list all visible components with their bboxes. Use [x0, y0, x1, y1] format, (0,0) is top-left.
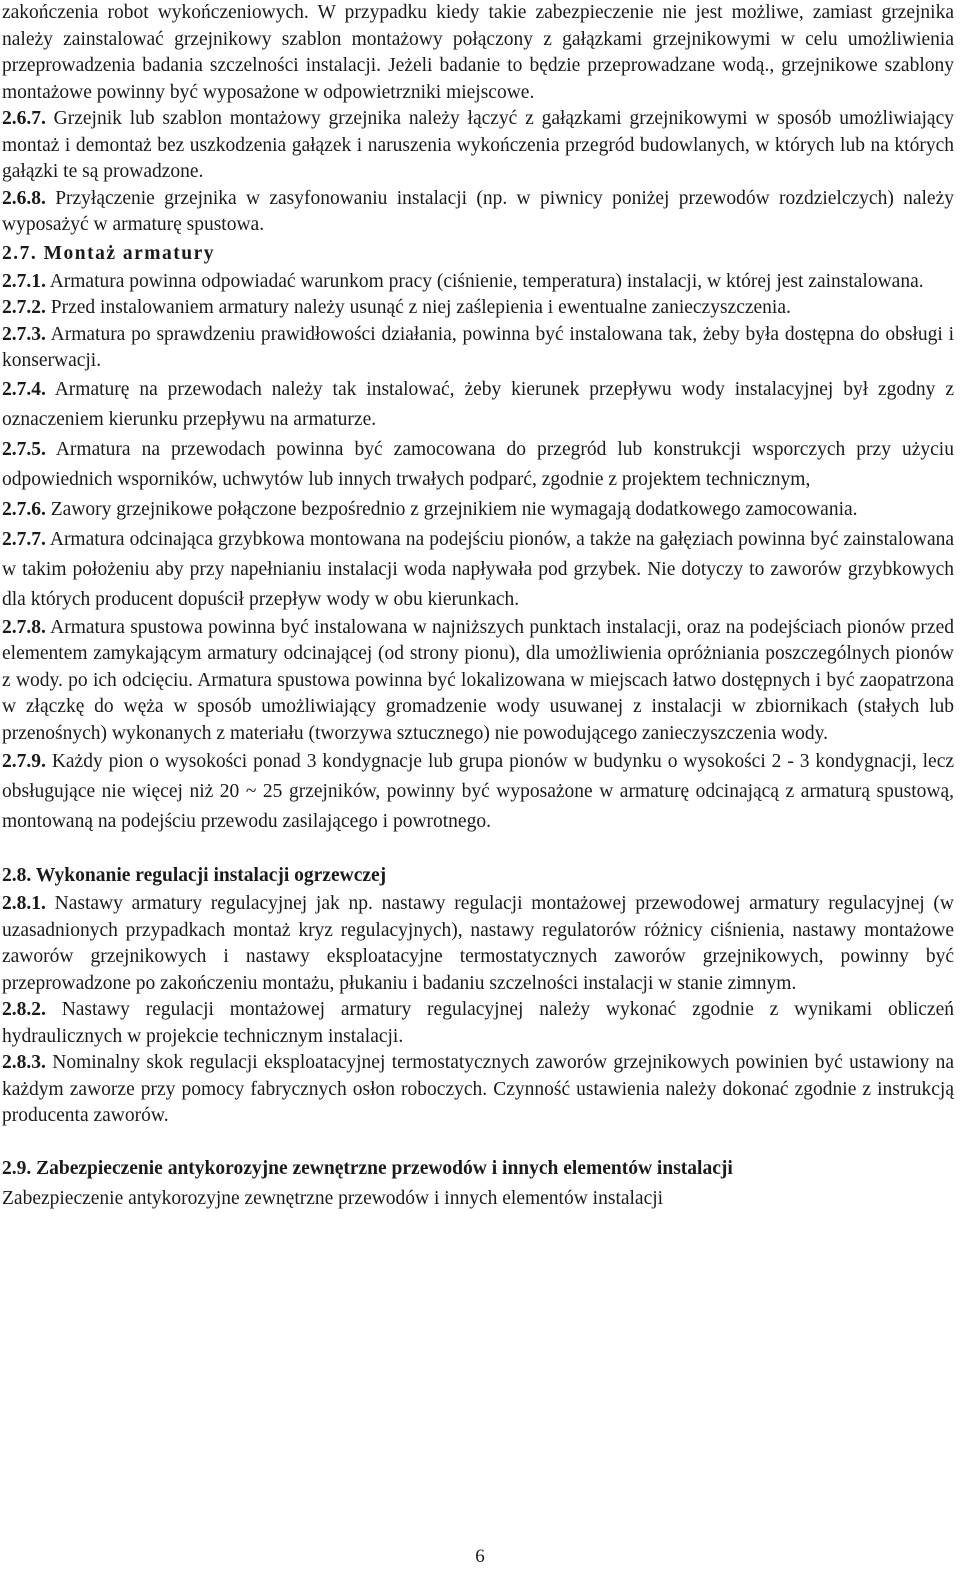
paragraph-text: Armatura na przewodach powinna być zamocowana do przegród lub konstrukcji wsporczych przy użyciu odpowiednich wsporników, uchwytów lub innych trwałych podparć, zgodnie z projektem technicznym, [2, 438, 954, 490]
paragraph-number: 2.6.8. [2, 187, 46, 209]
paragraph [2, 0, 954, 106]
section-heading: 2.9. Zabezpieczenie antykorozyjne zewnętrzne przewodów i innych elementów instalacji [2, 1157, 733, 1179]
paragraph-text: Armatura po sprawdzeniu prawidłowości działania, powinna być instalowana tak, żeby była dostępna do obsługi i konserwacji. [2, 323, 954, 371]
paragraph-text: Grzejnik lub szablon montażowy grzejnika należy łączyć z gałązkami grzejnikowymi w sposób umożliwiający montaż i demontaż bez uszkodzenia gałązek i naruszenia wykończenia przegród budowlanych, w których lub na których gałązki te są prowadzone. [2, 108, 954, 182]
paragraph-number: 2.8.1. [2, 893, 46, 914]
paragraph [2, 106, 954, 186]
paragraph-text: Nominalny skok regulacji eksploatacyjnej termostatycznych zaworów grzejnikowych powinien być ustawiony na każdym zaworze przy pomocy fabrycznych osłon roboczych. Czynność ustawienia należy dokonać zgodnie z instrukcją producenta zaworów. [2, 1052, 954, 1126]
paragraph [2, 269, 954, 296]
paragraph-number: 2.7.6. [2, 498, 46, 520]
paragraph-text: Przed instalowaniem armatury należy usunąć z niej zaślepienia i ewentualne zanieczyszczenia. [50, 297, 791, 318]
paragraph-number: 2.7.2. [2, 297, 46, 318]
paragraph [2, 322, 954, 375]
paragraph [2, 1184, 954, 1214]
paragraph-number: 2.8.2. [2, 999, 46, 1020]
paragraph [2, 435, 954, 495]
paragraph-number: 2.7.9. [2, 751, 46, 772]
section-heading: 2.7. Montaż armatury [2, 242, 216, 264]
paragraph-text: Armatura odcinająca grzybkowa montowana na podejściu pionów, a także na gałęziach powinna być zainstalowana w takim położeniu aby przy napełnianiu instalacji woda napływała pod grzybek. Nie dotyczy to zaworów grzybkowych dla których producent dopuścił przepływ wody w obu kierunkach. [2, 528, 954, 610]
paragraph-number: 2.7.4. [2, 378, 46, 400]
paragraph-text: Każdy pion o wysokości ponad 3 kondygnacje lub grupa pionów w budynku o wysokości 2 - 3 kondygnacji, lecz obsługujące nie więcej niż 20 ~ 25 grzejników, powinny być wyposażone w armaturę odcinającą z armaturą spustową, montowaną na podejściu przewodu zasilającego i powrotnego. [2, 751, 955, 832]
paragraph-text: Przyłączenie grzejnika w zasyfonowaniu instalacji (np. w piwnicy poniżej przewodów rozdzielczych) należy wyposażyć w armaturę spustowa. [2, 187, 954, 235]
paragraph-gap [2, 837, 954, 861]
paragraph [2, 186, 954, 239]
paragraph [2, 891, 954, 997]
paragraph [2, 295, 954, 322]
paragraph-text: Armatura spustowa powinna być instalowana w najniższych punktach instalacji, oraz na podejściach pionów przed elementem zamykającym armatury odcinającej (od strony pionu), dla umożliwienia opróżniania poszczególnych pionów z wody. po ich odcięciu. Armatura spustowa powinna być lokalizowana w miejscach łatwo dostępnych i być zaopatrzona w złączkę do węża w sposób umożliwiający gromadzenie wody usuwanej z instalacji w zbiornikach (stałych lub przenośnych) wykonanych z materiału (tworzywa sztucznego) nie powodującego zanieczyszczenia wody. [2, 616, 954, 744]
paragraph-text: Nastawy armatury regulacyjnej jak np. nastawy regulacji montażowej przewodowej armatury regulacyjnej (w uzasadnionych przypadkach montaż kryz regulacyjnych), nastawy regulatorów różnicy ciśnienia, nastawy montażowe zaworów grzejnikowych i nastawy eksploatacyjne termostatycznych zaworów grzejnikowych, powinny być przeprowadzone po zakończeniu montażu, płukaniu i badaniu szczelności instalacji w stanie zimnym. [2, 893, 954, 994]
paragraph-number: 2.7.7. [2, 528, 46, 550]
paragraph-number: 2.7.5. [2, 438, 46, 460]
page-number: 6 [475, 1546, 485, 1567]
paragraph-text: Armatura powinna odpowiadać warunkom pracy (ciśnienie, temperatura) instalacji, w której jest zainstalowana. [49, 270, 924, 292]
paragraph-number: 2.7.3. [2, 323, 46, 345]
paragraph-gap [2, 1130, 954, 1154]
paragraph [2, 375, 954, 435]
paragraph [2, 525, 954, 615]
paragraph-number: 2.8.3. [2, 1052, 46, 1073]
paragraph-number: 2.7.1. [2, 270, 46, 292]
paragraph-number: 2.6.7. [2, 108, 46, 129]
document-page [2, 0, 954, 1214]
paragraph-text: Armaturę na przewodach należy tak instalować, żeby kierunek przepływu wody instalacyjnej był zgodny z oznaczeniem kierunku przepływu na armaturze. [2, 378, 954, 430]
paragraph-text: zakończenia robot wykończeniowych. W przypadku kiedy takie zabezpieczenie nie jest możliwe, zamiast grzejnika należy zainstalować grzejnikowy szablon montażowy połączony z gałązkami grzejnikowymi w celu umożliwienia przeprowadzenia badania szczelności instalacji. Jeżeli badanie to będzie przeprowadzane wodą., grzejnikowe szablony montażowe powinny być wyposażone w odpowietrzniki miejscowe. [2, 2, 954, 103]
paragraph [2, 495, 954, 525]
paragraph [2, 1050, 954, 1130]
paragraph-text: Zabezpieczenie antykorozyjne zewnętrzne przewodów i innych elementów instalacji [2, 1187, 664, 1209]
section-heading: 2.8. Wykonanie regulacji instalacji ogrzewczej [2, 865, 387, 886]
paragraph [2, 747, 954, 837]
paragraph-number: 2.7.8. [2, 616, 46, 638]
paragraph [2, 615, 954, 748]
paragraph-text: Nastawy regulacji montażowej armatury regulacyjnej należy wykonać zgodnie z wynikami obliczeń hydraulicznych w projekcie technicznym instalacji. [2, 999, 954, 1047]
paragraph [2, 997, 954, 1050]
paragraph-text: Zawory grzejnikowe połączone bezpośrednio z grzejnikiem nie wymagają dodatkowego zamocowania. [50, 498, 858, 520]
